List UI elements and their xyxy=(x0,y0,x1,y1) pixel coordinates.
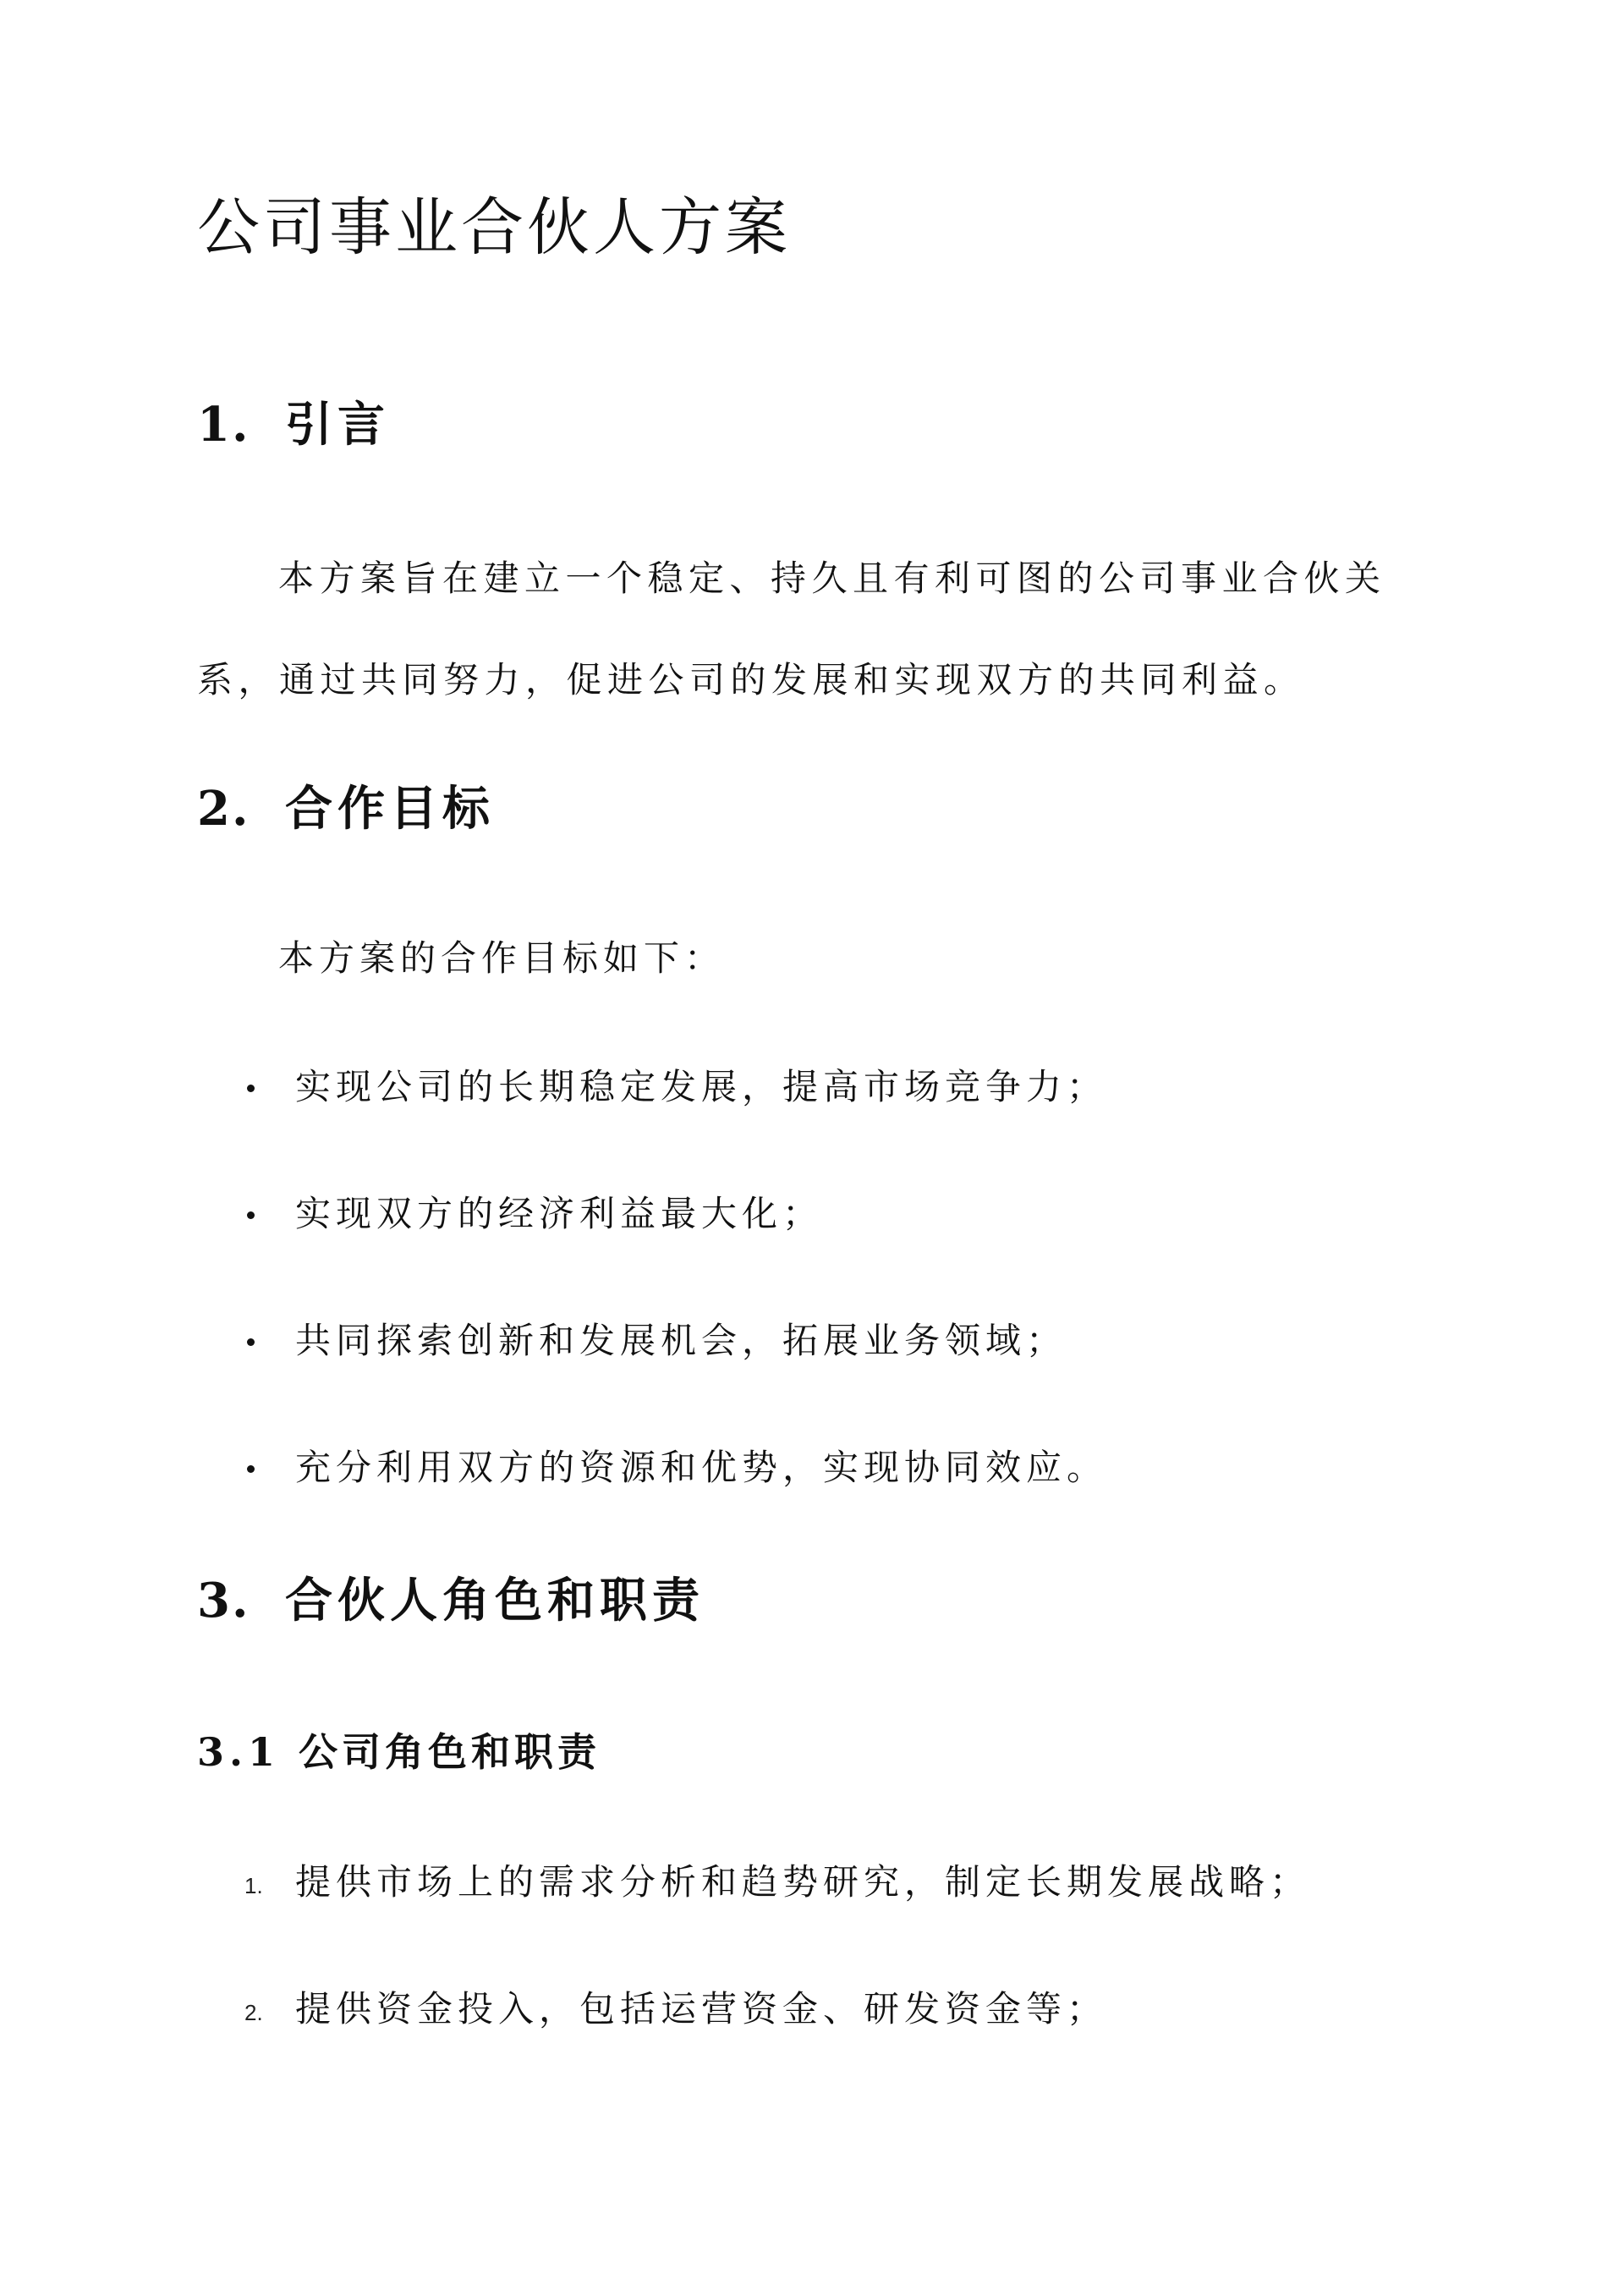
goals-lead-text: 本方案的合作目标如下： xyxy=(278,937,726,979)
subsection-number: 3.1 xyxy=(197,1729,281,1775)
intro-paragraph: 本方案旨在建立一个稳定、持久且有利可图的公司事业合伙关系，通过共同努力，促进公司的发展和实现双方的共同利益。 xyxy=(197,558,1386,700)
list-number: 2. xyxy=(244,2000,263,2025)
subsection-title: 公司角色和职责 xyxy=(299,1729,601,1775)
list-item-text: 共同探索创新和发展机会，拓展业务领域； xyxy=(295,1320,1067,1361)
list-number: 1. xyxy=(244,1873,263,1898)
document-title: 公司事业合伙人方案 xyxy=(197,191,791,264)
section-number: 2. xyxy=(197,781,250,837)
bullet-icon xyxy=(247,1338,255,1346)
section-title: 合伙人角色和职责 xyxy=(285,1573,705,1629)
bullet-icon xyxy=(247,1085,255,1092)
section-3-heading xyxy=(197,1573,705,1629)
section-number: 3. xyxy=(197,1573,250,1629)
list-item-text: 提供资金投入，包括运营资金、研发资金等； xyxy=(295,1988,1108,2030)
bullet-icon xyxy=(247,1465,255,1473)
list-item-text: 充分利用双方的资源和优势，实现协同效应。 xyxy=(295,1447,1108,1488)
bullet-icon xyxy=(247,1211,255,1219)
list-item-text: 提供市场上的需求分析和趋势研究，制定长期发展战略； xyxy=(295,1861,1311,1903)
section-title: 引言 xyxy=(285,397,390,453)
section-number: 1. xyxy=(197,397,250,453)
list-item-text: 实现双方的经济利益最大化； xyxy=(295,1193,824,1234)
section-title: 合作目标 xyxy=(285,781,495,837)
list-item-text: 实现公司的长期稳定发展，提高市场竞争力； xyxy=(295,1066,1108,1107)
section-2-heading xyxy=(197,781,495,837)
section-1-heading xyxy=(197,397,390,453)
subsection-3-1-heading xyxy=(197,1729,601,1775)
